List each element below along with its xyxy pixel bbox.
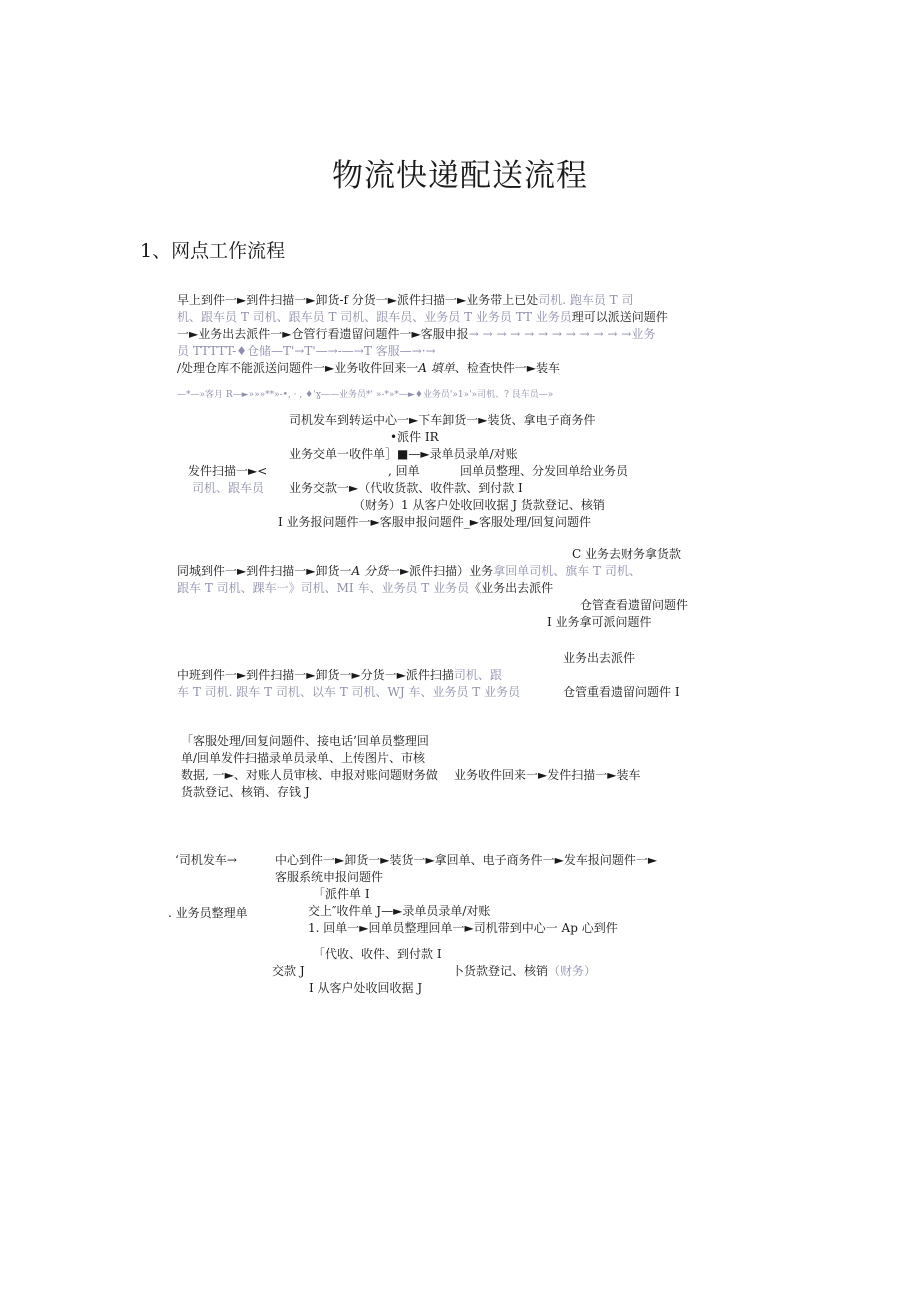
dispatch-line-7: I 业务报问题件一►客服申报问题件_►客服处理/回复问题件 [278,515,592,529]
dispatch-line-3: 业务交单一收件单］■—►录单员录单/对账 [289,447,518,461]
city-warehouse-note: 仓管查看遗留问题件 [580,598,689,612]
dispatch-line-6: （财务）1 从客户处收回收据 J 货款登记、核销 [353,498,605,512]
center-label-payment: 交款 J [272,964,305,978]
morning-line-1: 早上到件一►到件扫描一►卸货-f 分货一►派件扫描一►业务带上已处司机. 跑车员 T 司 [177,293,634,307]
service-line-2: 单/回单发件扫描录单员录单、上传图片、市核 [181,751,426,765]
center-label-salesman: . 业务员整理单 [168,906,248,920]
city-line-2: 跟车 T 司机、踝车一》司机、MI 车、业务员 T 业务员《业务出去派件 [177,581,554,595]
middle-dispatch-note: 业务出去派件 [563,651,636,665]
document-title: 物流快递配送流程 [332,158,588,194]
morning-line-2: 机、跟车员 T 司机、跟车员 T 司机、跟车员、业务员 T 业务员 TT 业务员理可以派送问题件 [177,310,668,324]
morning-line-4: 员 TTTTT-♦仓储—T'→T'—→-—→T 客服—→·→ [177,344,436,358]
center-line-1: 中心到件一►卸货一►装货一►拿回单、电子商务件一►发车报问题件一► [275,853,658,867]
center-line-5: 1. 回单一►回单员整理回单一►司机带到中心一 Ap 心到件 [308,921,618,935]
section-heading: 1、网点工作流程 [140,240,286,262]
morning-line-3: 一►业务出去派件一►仓管行看遗留问题件一►客服申报→ → → → → → → → → → → →业务 [177,327,656,341]
middle-line-2: 车 T 司机. 跟车 T 司机、以车 T 司机、WJ 车、业务员 T 业务员 [177,685,521,699]
city-line-1: 同城到件一►到件扫描一►卸货一A 分货一►派件扫描）业务拿回单司机、旗车 T 司机、 [177,564,641,578]
center-label-driver: ‘司机发车→ [175,853,237,867]
service-line-3b: 业务收件回来一►发件扫描一►装车 [454,768,641,782]
center-line-2: 客服系统申报问题件 [275,870,384,884]
middle-line-1: 中班到件一►到件扫描一►卸货一►分货一►派件扫描司机、跟 [177,668,502,682]
center-line-8: I 从客户处收回收据 J [309,981,423,995]
service-line-3a: 数据, 一►、对账人员审核、申报对账问题财务做 [181,768,438,782]
middle-warehouse-note: 仓管重看遗留问题件 I [563,685,680,699]
dispatch-left-label-1: 发件扫描一►< [188,464,268,478]
morning-line-5: /处理仓库不能派送问题件一►业务收件回来一A 填单、检查快件一►装车 [177,361,560,375]
city-finance-note: C 业务去财务拿货款 [572,547,681,561]
center-line-7: 卜货款登记、核销（财务） [452,964,597,978]
service-line-1: 「客服处理/回复问题件、接电话’回单员整理回 [181,734,429,748]
dispatch-line-5: 业务交款一►（代收货款、收件款、到付款 I [289,481,523,495]
center-line-6: 「代收、收件、到付款 I [313,947,442,961]
service-line-4: 货款登记、核销、存钱 J [181,785,310,799]
center-line-4: 交上″收件单 J—►录单员录单/对账 [308,904,491,918]
center-line-3: 「派件单 I [313,887,370,901]
dispatch-line-1: 司机发车到转运中心一►下车卸货一►装货、拿电子商务件 [289,413,596,427]
dispatch-line-4b: 回单员整理、分发回单给业务员 [460,464,629,478]
morning-line-6: —*—»客月 R—►»»»**»-•, · , ♦'ɣ——业务员*' »-*»*—►♦业务员'»1»'»司机、? 艮车员—» [177,390,554,400]
city-pickup-note: I 业务拿可派问题件 [547,615,652,629]
dispatch-line-4a: , 回单 [388,464,420,478]
dispatch-line-2: •派件 IR [390,430,439,444]
dispatch-left-label-2: 司机、跟车员 [192,481,265,495]
